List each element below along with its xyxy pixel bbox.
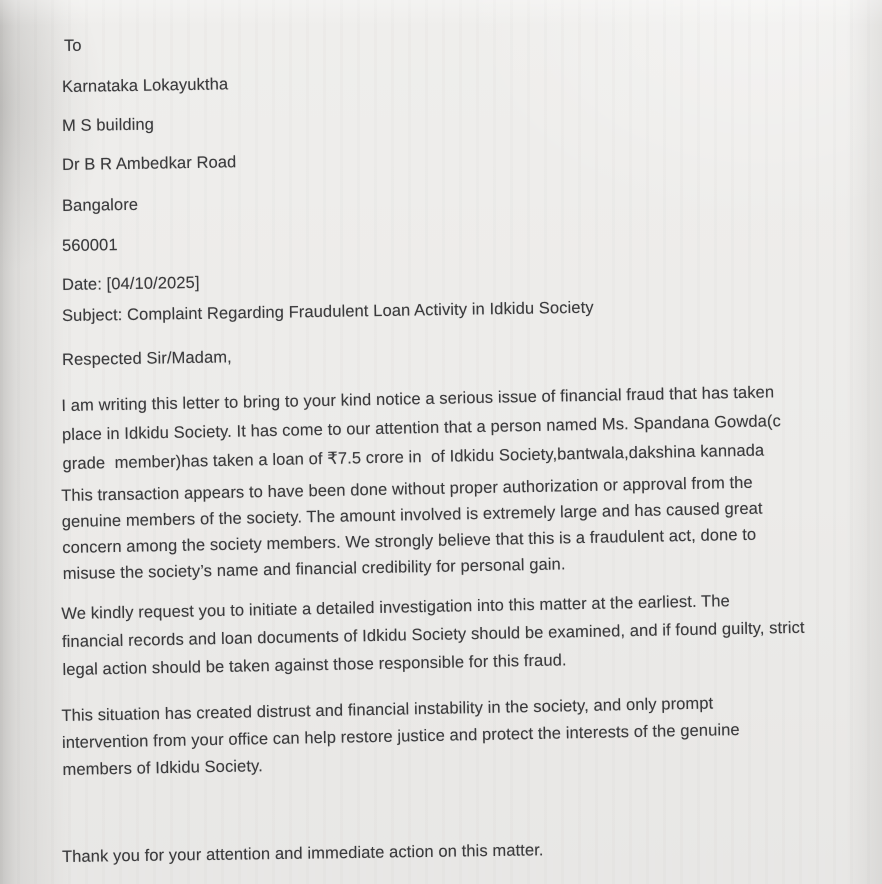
date-line: Date: [04/10/2025]	[61, 273, 200, 294]
paragraph-line: concern among the society members. We strongly believe that this is a fraudulent act, done to	[62, 525, 757, 557]
paragraph-line: genuine members of the society. The amount involved is extremely large and has caused great	[61, 499, 763, 532]
paragraph-line: misuse the society’s name and financial credibility for personal gain.	[62, 555, 566, 583]
paragraph-line: This situation has created distrust and financial instability in the society, and only prompt	[61, 694, 714, 726]
body-paragraph-4	[61, 687, 874, 784]
paragraph-line: grade member)has taken a loan of ₹7.5 crore in of Idkidu Society,bantwala,dakshina kannada	[62, 441, 765, 473]
recipient-name: Karnataka Lokayuktha	[61, 75, 229, 96]
recipient-city: Bangalore	[61, 195, 139, 215]
paragraph-line: This transaction appears to have been done without proper authorization or approval from the	[61, 473, 753, 506]
subject-line: Subject: Complaint Regarding Fraudulent Loan Activity in Idkidu Society	[61, 298, 594, 325]
complaint-letter	[62, 30, 874, 866]
paragraph-line: financial records and loan documents of Idkidu Society should be examined, and if found guilty, strict	[61, 618, 805, 651]
salutation: Respected Sir/Madam,	[61, 348, 232, 369]
paragraph-line: legal action should be taken against those responsible for this fraud.	[62, 651, 567, 679]
paragraph-line: members of Idkidu Society.	[62, 757, 264, 779]
body-paragraph-3	[61, 584, 874, 684]
body-paragraph-1	[61, 376, 875, 479]
paragraph-line: I am writing this letter to bring to your kind notice a serious issue of financial fraud that has taken	[61, 383, 775, 416]
to-label: To	[63, 36, 82, 55]
body-paragraph-2	[61, 467, 875, 587]
closing-line: Thank you for your attention and immediate action on this matter.	[61, 841, 544, 866]
recipient-pincode: 560001	[61, 236, 118, 255]
paragraph-line: We kindly request you to initiate a detailed investigation into this matter at the earliest. The	[61, 592, 730, 624]
paragraph-line: place in Idkidu Society. It has come to our attention that a person named Ms. Spandana Gowda(c	[61, 412, 782, 444]
recipient-building: M S building	[61, 115, 155, 135]
paragraph-line: intervention from your office can help restore justice and protect the interests of the genuine	[61, 720, 740, 752]
recipient-street: Dr B R Ambedkar Road	[61, 153, 237, 174]
